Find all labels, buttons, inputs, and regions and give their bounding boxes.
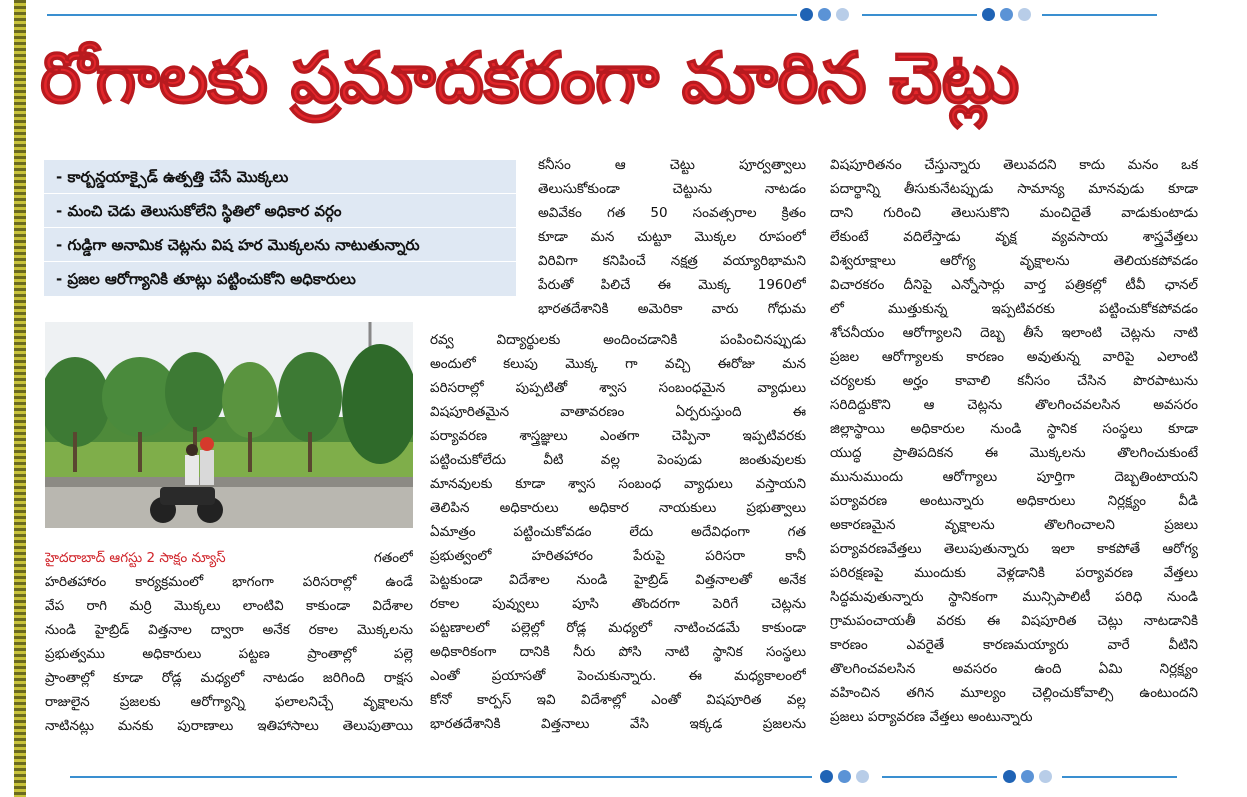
dot-icon (1000, 8, 1013, 21)
col2-line: ఎంతో ప్రయాసతో పెంచుకున్నారు. ఈ మధ్యకాలంలో (430, 668, 806, 684)
col3-line: విశ్వరూక్షాలు ఆరోగ్య వృక్షాలను తెలియకపోవడం (830, 253, 1198, 269)
curb (45, 477, 413, 487)
headline: రోగాలకు ప్రమాదకరంగా మారిన చెట్లు (40, 37, 1019, 119)
dot-icon (1021, 770, 1034, 783)
col2-line: ఏమాత్రం పట్టించుకోవడం లేదు అదేవిధంగా గత (430, 524, 806, 540)
col3-line: లో ముత్తుకున్న ఇప్పటివరకు పట్టించుకోకపోవడం (830, 301, 1198, 317)
col2-line: పరిసరాల్లో పుప్పటితో శ్వాస సంబంధమైన వ్యాధులు (430, 380, 806, 396)
col3-line: సరిదిద్దుకొని ఆ చెట్లను తొలగించవలసిన అవసరం (830, 397, 1198, 413)
top-dots-left (800, 8, 849, 21)
highlight-item: - ప్రజల ఆరోగ్యానికి తూట్లు పట్టించుకోని అధికారులు (56, 270, 356, 288)
col3-line: ప్రజల ఆరోగ్యాలకు కారణం అవుతున్న వారిపై ఎలాంటి (830, 349, 1198, 365)
col2-top-line: పేరుతో పిలిచే ఈ మొక్క 1960లో (538, 277, 806, 293)
col3-line: పదార్థాన్ని తీసుకునేటప్పుడు సామాన్య మానవుడు కూడా (830, 181, 1198, 197)
col2-line: అందులో కలుపు మొక్క గా వచ్చి ఈరోజు మన (430, 356, 806, 372)
dot-icon (1018, 8, 1031, 21)
bottom-rule-left (70, 776, 812, 778)
col3-line: పరిరక్షణపై ముందుకు వెళ్లడానికి పర్యావరణ వేత్తలు (830, 565, 1198, 581)
bottom-rule-right (1062, 776, 1177, 778)
dot-icon (1039, 770, 1052, 783)
dateline: హైదరాబాద్ ఆగస్టు 2 సాక్షం న్యూస్ (45, 550, 226, 566)
col2-line: మానవులకు కూడా శ్వాస సంబంధ వ్యాధులు వస్తాయని (430, 476, 806, 492)
dot-icon (820, 770, 833, 783)
dot-icon (818, 8, 831, 21)
col2-top-line: అవివేకం గత 50 సంవత్సరాల క్రితం (538, 205, 806, 221)
dot-icon (800, 8, 813, 21)
road (45, 487, 413, 528)
col1-line: రాజులైన ప్రజలకు ఆరోగ్యాన్ని ఫలాలనిచ్చే వృక్షాలను (45, 694, 413, 710)
col3-line: అకారణమైన వృక్షాలను తొలగించాలని ప్రజలు (830, 517, 1198, 533)
col2-line: భారతదేశానికి విత్తనాలు వేసి ఇక్కడ ప్రజలను (430, 716, 806, 732)
dot-icon (838, 770, 851, 783)
col3-line: విషపూరితనం చేస్తున్నారు తెలువదని కాదు మనం ఒక (830, 157, 1198, 173)
col3-line: దాని గురించి తెలుసుకొని మంచిదైతే వాడుకుంటాడు (830, 205, 1198, 221)
col3-line: చర్యలకు అర్హం కావాలి కనీసం చేసిన పొరపాటును (830, 373, 1198, 389)
col1-line: హరితహారం కార్యక్రమంలో భాగంగా పరిసరాల్లో ఉండే (45, 574, 413, 590)
col3-line: శోచనీయం ఆరోగ్యాలని దెబ్బ తీసే ఇలాంటి చెట్లను నాటి (830, 325, 1198, 341)
col2-line: పెట్టకుండా విదేశాల నుండి హైబ్రిడ్ విత్తనాలతో అనేక (430, 572, 806, 588)
dot-icon (982, 8, 995, 21)
bottom-dots-right (1003, 770, 1052, 783)
col3-line: జిల్లాస్థాయి అధికారుల నుండి స్థానిక సంస్థలు కూడా (830, 421, 1198, 437)
col3-line: సిద్ధమవుతున్నారు స్థానికంగా మున్సిపాలిటీ పరిధి నుండి (830, 589, 1198, 605)
col3-line: పర్యావరణ అంటున్నారు అధికారులు నిర్లక్ష్యం వీడి (830, 493, 1198, 509)
highlights-box (44, 160, 516, 296)
col1-line: వేప రాగి మర్రి మొక్కలు లాంటివి కాకుండా విదేశాల (45, 598, 413, 614)
dot-icon (836, 8, 849, 21)
col3-line: యుద్ధ ప్రాతిపదికన ఈ మొక్కలను తొలగించుకుంటే (830, 445, 1198, 461)
col2-line: రవ్వ విద్యార్థులకు అందించడానికి పంపించినప్పుడు (430, 332, 806, 348)
col2-line: విషపూరితమైన వాతావరణం ఏర్పరుస్తుంది ఈ (430, 404, 806, 420)
col2-top-line: విరివిగా కనిపించే నక్షత్ర వయ్యారిభామని (538, 253, 806, 269)
col2-line: రకాల పువ్వులు పూసి తొందరగా పెరిగే చెట్లను (430, 596, 806, 612)
col1-line: ప్రాంతాల్లో కూడా రోడ్ల మధ్యలో నాటడం జరిగింది రాక్షస (45, 670, 413, 686)
col2-top-line: తెలుసుకోకుండా చెట్టును నాటడం (538, 181, 806, 197)
col2-top-line: భారతదేశానికి అమెరికా వారు గోధుమ (538, 301, 806, 317)
col2-line: అధికారికంగా దానికి నీరు పోసి నాటి స్థానిక సంస్థలు (430, 644, 806, 660)
top-rule-left (47, 14, 797, 16)
col1-first-rest: గతంలో (373, 550, 413, 566)
col1-line: ప్రభుత్వము అధికారులు పట్టణ ప్రాంతాల్లో పల్లె (45, 646, 413, 662)
top-rule-mid (862, 14, 977, 16)
col3-line: తొలగించవలసిన అవసరం ఉంది ఏమి నిర్లక్ష్యం (830, 661, 1198, 677)
col3-line: కారణం ఎవరైతే కారణమయ్యారు వారే వీటిని (830, 637, 1198, 653)
highlight-item: - మంచి చెడు తెలుసుకోలేని స్థితిలో అధికార వర్గం (44, 194, 516, 228)
col2-line: పట్టించుకోలేదు వీటి వల్ల పెంపుడు జంతువులకు (430, 452, 806, 468)
bottom-rule-mid (882, 776, 997, 778)
col3-line: మునుముందు ఆరోగ్యాలు పూర్తిగా దెబ్బతింటాయని (830, 469, 1198, 485)
dot-icon (1003, 770, 1016, 783)
col3-line: విచారకరం దీనిపై ఎన్నోసార్లు వార్త పత్రికల్లో టీవీ ఛానల్ (830, 277, 1198, 293)
highlight-item: - గుడ్డిగా అనామిక చెట్లను విష హర మొక్కలను నాటుతున్నారు (44, 228, 516, 262)
highlight-item: - కార్బన్డయాక్సైడ్ ఉత్పత్తి చేసే మొక్కలు (44, 160, 516, 194)
col2-line: పట్టణాలలో పల్లెల్లో రోడ్ల మధ్యలో నాటించడమే కాకుండా (430, 620, 806, 636)
top-dots-right (982, 8, 1031, 21)
left-page-border (14, 0, 26, 797)
col2-top-line: కనీసం ఆ చెట్టు పూర్వత్వాలు (538, 157, 806, 173)
col3-line: ప్రజలు పర్యావరణ వేత్తలు అంటున్నారు (830, 709, 1033, 725)
col3-line: వహించిన తగిన మూల్యం చెల్లించుకోవాల్సి ఉంటుందని (830, 685, 1198, 701)
bottom-dots-left (820, 770, 869, 783)
col3-line: పర్యావరణవేత్తలు తెలుపుతున్నారు ఇలా కాకపోతే ఆరోగ్య (830, 541, 1198, 557)
col1-line (45, 548, 413, 568)
col1-line: నుండి హైబ్రిడ్ విత్తనాల ద్వారా అనేక రకాల మొక్కలను (45, 622, 413, 638)
col3-line: గ్రామపంచాయతీ వరకు ఈ విషపూరిత చెట్లు నాటడానికి (830, 613, 1198, 629)
roadside-trees-photo (45, 322, 413, 528)
col2-line: ప్రభుత్వంలో హరితహారం పేరుపై పరిసరా కానీ (430, 548, 806, 564)
dot-icon (856, 770, 869, 783)
col2-line: పర్యావరణ శాస్త్రజ్ఞులు ఎంతగా చెప్పినా ఇప్పటివరకు (430, 428, 806, 444)
col1-line: నాటినట్లు మనకు పురాణాలు ఇతిహాసాలు తెలుపుతాయి (45, 718, 413, 734)
col2-top-line: కూడా మన చుట్టూ మొక్కల రూపంలో (538, 229, 806, 245)
top-rule-right (1042, 14, 1157, 16)
col3-line: లేకుంటే వదిలేస్తాడు వృక్ష వ్యవసాయ శాస్త్రవేత్తలు (830, 229, 1198, 245)
col2-line: తెలిపిన అధికారులు అధికార నాయకులు ప్రభుత్వాలు (430, 500, 806, 516)
col2-line: కోనో కార్పస్ ఇవి విదేశాల్లో ఎంతో విషపూరిత వల్ల (430, 692, 806, 708)
